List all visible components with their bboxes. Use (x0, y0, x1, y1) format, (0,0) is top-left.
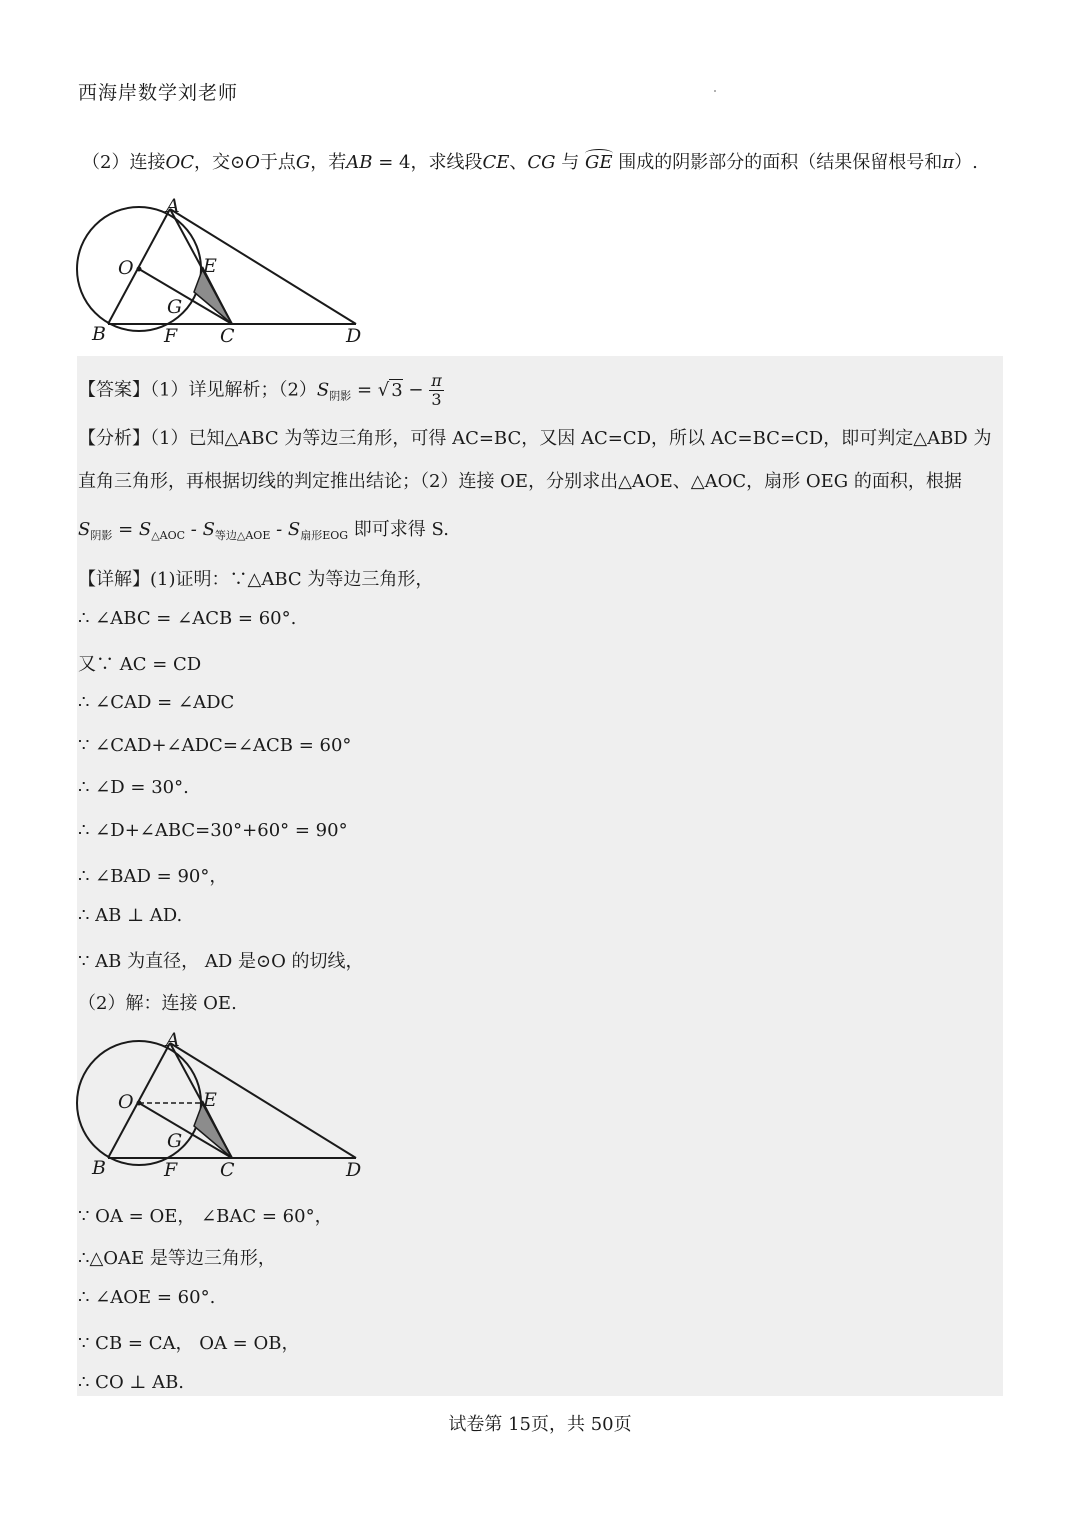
detail-step: ∴ AB ⊥ AD. (78, 905, 183, 926)
label-c: C (220, 1159, 235, 1181)
detail-step: ∴ ∠AOE = 60°. (78, 1287, 216, 1308)
detail-step: ∵ AB 为直径， AD 是⊙O 的切线， (78, 951, 364, 972)
detail-step: （2）解：连接 OE. (78, 993, 237, 1014)
label-d: D (346, 325, 362, 347)
detail-step: ∴△OAE 是等边三角形， (78, 1248, 276, 1269)
label-e: E (203, 255, 217, 277)
detail-step: ∵ OA = OE， ∠BAC = 60°， (78, 1206, 333, 1227)
label-f: F (164, 325, 178, 347)
page-header: 西海岸数学刘老师 (78, 82, 239, 104)
page-footer: 试卷第 15页，共 50页 (448, 1414, 632, 1435)
detail-step: ∴ ∠D+∠ABC=30°+60° = 90° (78, 820, 348, 841)
detail-step: ∴ ∠BAD = 90°， (78, 866, 228, 887)
answer-line: 【答案】（1）详见解析；$(2)S_{阴影}$ = √ 3 − $\frac{\pi}{3}$ (78, 371, 442, 409)
detail-step: ∵ ∠CAD+∠ADC=∠ACB = 60° (78, 735, 352, 756)
label-a: A (166, 195, 180, 217)
label-g: G (167, 296, 183, 318)
analysis-line-1: 【分析】（1）已知△ABC 为等边三角形，可得 AC=BC，又因 AC=CD，所以 AC=BC=CD，即可判定△ABD 为 (78, 428, 992, 449)
question-text: （2）连接OC，交⊙O于点G，若AB = 4，求线段CE、CG 与 GE 围成的阴影部分的面积（结果保留根号和π）. (82, 152, 978, 173)
label-a: A (166, 1029, 180, 1051)
label-g: G (167, 1130, 183, 1152)
label-f: F (164, 1159, 178, 1181)
label-d: D (346, 1159, 362, 1181)
detail-step: 又∵ AC = CD (78, 654, 202, 675)
stray-dot (714, 90, 716, 92)
analysis-line-2: 直角三角形，再根据切线的判定推出结论；（2）连接 OE，分别求出△AOE、△AOC，扇形 OEG 的面积，根据 (78, 471, 962, 492)
label-e: E (203, 1089, 217, 1111)
detail-intro: 【详解】(1)证明：∵△ABC 为等边三角形， (78, 569, 434, 590)
detail-step: ∵ CB = CA， OA = OB， (78, 1333, 300, 1354)
detail-step: ∴ ∠CAD = ∠ADC (78, 692, 235, 713)
arc-ge: GE (584, 152, 613, 173)
detail-step: ∴ ∠ABC = ∠ACB = 60°. (78, 608, 297, 629)
label-o: O (118, 257, 134, 279)
label-c: C (220, 325, 235, 347)
geometry-figure-1 (70, 192, 380, 352)
analysis-formula: $S_{阴影} = S_{\triangle AOC} - S_{等边\triangle AOE} - S_{扇形EOG}$ 即可求得 S. (78, 519, 449, 542)
detail-step: ∴ CO ⊥ AB. (78, 1372, 185, 1393)
label-b: B (92, 1157, 106, 1179)
detail-step: ∴ ∠D = 30°. (78, 777, 189, 798)
geometry-figure-2 (70, 1026, 380, 1186)
label-b: B (92, 323, 106, 345)
label-o: O (118, 1091, 134, 1113)
